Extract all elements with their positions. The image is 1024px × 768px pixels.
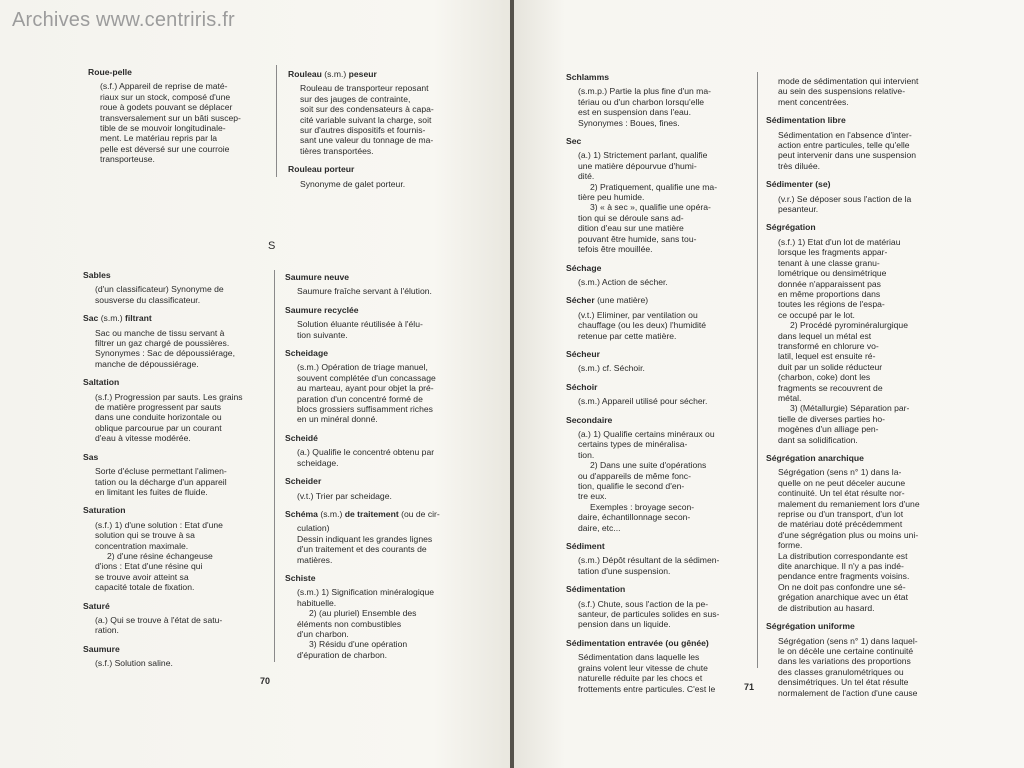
definition-line: tenant à une classe granu-: [778, 257, 880, 268]
definition-line: paration d'un concentré formé de: [297, 393, 423, 404]
definition-line: d'une ségrégation plus ou moins uni-: [778, 529, 919, 540]
definition-line: daire, etc...: [578, 522, 621, 533]
definition-line: en limitant les fuites de fluide.: [95, 486, 208, 497]
term-word: Saturation: [83, 505, 126, 516]
definition-line: reprise ou d'un transport, d'un lot: [778, 509, 904, 520]
term-word: Sédimentation libre: [766, 115, 846, 126]
definition-line: ration.: [95, 625, 119, 636]
definition-line: transformé en chlorure vo-: [778, 340, 879, 351]
entry-term: [566, 382, 746, 392]
glossary-entry: [285, 272, 461, 297]
definition-line: dans lequel un métal est: [778, 330, 872, 341]
definition-line: au marteau, ayant pour objet la pré-: [297, 383, 434, 394]
definition-line: concentration maximale.: [95, 540, 189, 551]
definition-line: tefois être mouillée.: [578, 244, 653, 255]
definition-line: sur d'autres dispositifs et fournis-: [300, 125, 426, 136]
glossary-entry: [83, 644, 259, 669]
entry-term: [285, 476, 461, 486]
definition-line: tière peu humide.: [578, 192, 645, 203]
definition-line: oblique parcourue par un courant: [95, 422, 222, 433]
definition-line: action entre particules, telle qu'elle: [778, 140, 910, 151]
definition-line: certains types de minéralisa-: [578, 439, 688, 450]
entry-term: [766, 621, 946, 631]
section-letter: S: [268, 240, 276, 252]
definition-line: tation d'une suspension.: [578, 565, 671, 576]
left-bottom-left-column: [83, 270, 259, 677]
definition-line: donnée n'apparaissent pas: [778, 278, 881, 289]
term-word: Sas: [83, 451, 99, 462]
definition-line: chauffage (ou les deux) l'humidité: [578, 320, 707, 331]
term-word: Ségrégation: [766, 222, 816, 233]
term-word: Ségrégation uniforme: [766, 621, 855, 632]
definition-line: est en suspension dans l'eau.: [578, 107, 691, 118]
definition-line: (a.) Qui se trouve à l'état de satu-: [95, 614, 223, 625]
term-word: Schlamms: [566, 72, 609, 82]
definition-line: (s.f.) Appareil de reprise de maté-: [100, 81, 228, 92]
definition-line: dité.: [578, 171, 595, 182]
definition-line: tation ou la décharge d'un appareil: [95, 476, 227, 487]
glossary-entry: [83, 452, 259, 498]
definition-line: soit sur des condensateurs à capa-: [300, 104, 434, 115]
definition-line: daire, échantillonnage secon-: [578, 512, 691, 523]
watermark: Archives www.centriris.fr: [12, 9, 235, 31]
term-tag: (s.m.): [100, 313, 123, 324]
definition-line: cité variable suivant la charge, soit: [300, 114, 432, 125]
definition-line: fragments se recouvrent de: [778, 382, 883, 393]
definition-line: tielle de diverses parties ho-: [778, 413, 885, 424]
term-word: Saturé: [83, 600, 110, 611]
definition-line: 2) d'une résine échangeuse: [107, 550, 213, 561]
definition-line: métal.: [778, 392, 802, 403]
definition-line: dition d'eau sur une matière: [578, 223, 684, 234]
definition-line: ment concentrées.: [778, 96, 849, 107]
definition-line: de matériau doté précédemment: [778, 519, 903, 530]
term-word: Séchage: [566, 262, 602, 273]
definition-line: (a.) 1) Qualifie certains minéraux ou: [578, 428, 715, 439]
definition-line: une matière dépourvue d'humi-: [578, 160, 697, 171]
definition-line: en même proportions dans: [778, 288, 881, 299]
definition-line: naturelle réduite par les chocs et: [578, 673, 703, 684]
definition-line: (s.m.) 1) Signification minéralogique: [297, 587, 435, 598]
entry-term: [83, 377, 259, 387]
term-word: Sédimenter (se): [766, 179, 831, 190]
column-divider: [274, 270, 275, 662]
definition-line: toutes les régions de l'espa-: [778, 299, 885, 310]
entry-term: [285, 573, 461, 583]
glossary-entry: [566, 136, 746, 254]
definition-line: 2) (au pluriel) Ensemble des: [309, 608, 417, 619]
definition-line: pendance entre fragments voisins.: [778, 571, 910, 582]
term-word: Saumure: [83, 643, 120, 654]
term-tag: (s.m.): [320, 508, 343, 519]
definition-line: sousverse du classificateur.: [95, 294, 201, 305]
definition-line: tion, qualifie le second d'en-: [578, 481, 685, 491]
entry-term: [566, 295, 746, 305]
glossary-entry: [285, 348, 461, 425]
definition-line: Ségrégation (sens n° 1) dans laquel-: [778, 635, 918, 646]
definition-line: (charbon, coke) dont les: [778, 372, 871, 383]
definition-line: éléments non combustibles: [297, 618, 402, 629]
term-word: Sédimentation: [566, 584, 626, 595]
entry-term: [566, 638, 746, 648]
definition-line: sant une valeur du tonnage de ma-: [300, 135, 434, 146]
definition-line: tion.: [578, 449, 595, 460]
definition-line: dant sa solidification.: [778, 434, 858, 445]
term-word: filtrant: [125, 313, 152, 324]
entry-term: [766, 179, 946, 189]
definition-line: (s.m.) cf. Séchoir.: [578, 363, 645, 374]
left-page: [0, 0, 510, 768]
definition-line: (s.f.) Chute, sous l'action de la pe-: [578, 598, 709, 609]
entry-term: [566, 541, 746, 551]
definition-line: solution qui se trouve à sa: [95, 530, 195, 541]
glossary-entry: [766, 453, 946, 613]
definition-line: culation): [297, 523, 330, 534]
definition-line: scheidage.: [297, 457, 339, 468]
entry-term: [566, 584, 746, 594]
definition-line: pouvant être humide, sans tou-: [578, 233, 697, 244]
definition-line: filtrer un gaz chargé de poussières.: [95, 338, 230, 349]
definition-line: normalement de l'action d'une cause: [778, 687, 918, 698]
entry-term: [285, 305, 461, 315]
definition-line: le on décèle une certaine continuité: [778, 645, 914, 656]
definition-line: d'ions : Etat d'une résine qui: [95, 561, 203, 572]
definition-line: grains volent leur vitesse de chute: [578, 662, 708, 673]
definition-line: 3) « à sec », qualifie une opéra-: [590, 202, 711, 213]
glossary-entry: [766, 222, 946, 445]
definition-line: peut intervenir dans une suspension: [778, 150, 917, 161]
entry-term: [766, 115, 946, 125]
entry-term: [566, 349, 746, 359]
definition-line: pension dans un liquide.: [578, 619, 671, 630]
definition-line: duit par un solide réducteur: [778, 361, 883, 372]
definition-line: Synonymes : Boues, fines.: [578, 117, 680, 128]
glossary-entry: [766, 115, 946, 171]
glossary-entry: [566, 349, 746, 374]
left-bottom-right-column: [285, 272, 461, 668]
term-word: Sec: [566, 136, 582, 147]
definition-line: Ségrégation (sens n° 1) dans la-: [778, 467, 902, 478]
glossary-entry: [83, 377, 259, 443]
definition-line: Sédimentation en l'absence d'inter-: [778, 129, 912, 140]
definition-line: blocs grossiers suffisamment riches: [297, 404, 433, 415]
definition-line: roue à godets pouvant se déplacer: [100, 102, 233, 113]
entry-term: [285, 509, 461, 519]
entry-term: [766, 453, 946, 463]
definition-line: tible de se mouvoir longitudinale-: [100, 123, 226, 134]
definition-line: très diluée.: [778, 160, 821, 171]
definition-line: forme.: [778, 540, 803, 551]
definition-line: sur des jauges de contrainte,: [300, 93, 411, 104]
glossary-entry: [766, 179, 946, 214]
definition-line: se trouve avoir atteint sa: [95, 571, 189, 582]
definition-line: 2) Pratiquement, qualifie une ma-: [590, 181, 718, 192]
definition-line: (s.m.) Dépôt résultant de la sédimen-: [578, 555, 720, 566]
term-word: Rouleau porteur: [288, 164, 355, 175]
definition-line: de distribution au hasard.: [778, 602, 875, 613]
right-left-column: [566, 72, 746, 702]
definition-line: santeur, de particules solides en sus-: [578, 609, 720, 620]
entry-term: [566, 72, 746, 82]
term-tail: (ou de cir-: [401, 508, 440, 519]
definition-line: Saumure fraîche servant à l'élution.: [297, 286, 432, 297]
definition-line: (v.t.) Trier par scheidage.: [297, 490, 392, 501]
definition-line: (a.) Qualifie le concentré obtenu par: [297, 447, 435, 458]
term-word: Sac: [83, 313, 99, 324]
definition-line: (s.m.) Opération de triage manuel,: [297, 362, 428, 373]
definition-line: 2) Procédé pyrominéralurgique: [790, 320, 908, 331]
term-word: Saumure recyclée: [285, 304, 359, 315]
definition-line: (s.f.) Solution saline.: [95, 658, 173, 669]
entry-term: [285, 348, 461, 358]
definition-line: de matière progressent par sauts: [95, 402, 222, 413]
definition-line: On ne doit pas confondre une sé-: [778, 581, 906, 592]
glossary-entry: [566, 541, 746, 576]
definition-line: transporteuse.: [100, 154, 155, 165]
column-divider: [276, 65, 277, 177]
entry-term: [566, 263, 746, 273]
term-tag: (s.m.): [324, 69, 347, 79]
definition-line: dite anarchique. Il n'y a pas indé-: [778, 561, 904, 572]
term-word: Sécher: [566, 295, 595, 306]
glossary-entry: [285, 476, 461, 501]
definition-line: transversalement sur un bâti suscep-: [100, 112, 241, 123]
entry-term: [766, 222, 946, 232]
glossary-entry: [285, 433, 461, 468]
definition-line: malement du remaniement lors d'une: [778, 498, 920, 509]
term-word: Scheider: [285, 476, 322, 487]
definition-line: (s.f.) 1) d'une solution : Etat d'une: [95, 519, 223, 530]
term-word: Séchoir: [566, 381, 598, 392]
term-word: Sables: [83, 270, 111, 280]
entry-term: [83, 452, 259, 462]
definition-line: en un minéral donné.: [297, 414, 378, 425]
term-word: Sédimentation entravée (ou gênée): [566, 637, 709, 648]
term-word: Roue-pelle: [88, 67, 132, 77]
glossary-entry: [566, 263, 746, 288]
entry-term: [566, 136, 746, 146]
definition-line: 3) Résidu d'une opération: [309, 639, 408, 650]
left-top-left-column: [88, 67, 260, 173]
definition-line: ou d'appareils de même fonc-: [578, 470, 691, 481]
definition-line: grégation anarchique avec un état: [778, 592, 908, 603]
glossary-entry: [285, 305, 461, 340]
glossary-entry: [566, 638, 746, 694]
entry-term: [288, 69, 464, 79]
term-word: Sédiment: [566, 541, 605, 552]
definition-line: d'un traitement et des courants de: [297, 544, 427, 555]
definition-line: (s.f.) Progression par sauts. Les grains: [95, 391, 243, 402]
definition-line: continuité. Un tel état résulte nor-: [778, 488, 905, 499]
definition-line: (s.f.) 1) Etat d'un lot de matériau: [778, 236, 901, 247]
glossary-entry: [285, 573, 461, 660]
definition-line: densimétriques. Un tel état résulte: [778, 677, 909, 688]
entry-term: [83, 313, 259, 323]
definition-line: tion suivante.: [297, 329, 348, 340]
definition-line: 3) (Métallurgie) Séparation par-: [790, 403, 910, 414]
definition-line: Dessin indiquant les grandes lignes: [297, 533, 433, 544]
glossary-entry: [285, 509, 461, 565]
term-word: Saltation: [83, 377, 120, 388]
definition-line: (s.m.) Appareil utilisé pour sécher.: [578, 396, 708, 407]
definition-line: retenue par cette matière.: [578, 330, 677, 341]
definition-line: latil, lequel est ensuite ré-: [778, 351, 876, 362]
definition-line: mode de sédimentation qui intervient: [778, 76, 919, 86]
left-top-right-column: [288, 69, 464, 197]
definition-line: Sac ou manche de tissu servant à: [95, 327, 225, 338]
term-tag: (une matière): [597, 295, 649, 306]
page-number: 71: [744, 682, 755, 692]
entry-term: [566, 415, 746, 425]
definition-line: Sédimentation dans laquelle les: [578, 652, 700, 663]
definition-line: dans les variations des proportions: [778, 656, 911, 667]
glossary-entry: [566, 584, 746, 630]
definition-line: ce occupé par le lot.: [778, 309, 855, 320]
definition-line: (s.m.) Action de sécher.: [578, 276, 668, 287]
definition-line: frottements entre particules. C'est le: [578, 683, 716, 694]
definition-line: pesanteur.: [778, 204, 819, 215]
glossary-entry: [566, 72, 746, 128]
right-page: [514, 0, 1024, 768]
definition-line: quelle on ne peut déceler aucune: [778, 477, 906, 488]
definition-line: Synonymes : Sac de dépoussiérage,: [95, 348, 235, 359]
definition-line: ment. Le matériau repris par la: [100, 133, 218, 144]
glossary-entry: [566, 415, 746, 533]
definition-line: manche de dépoussiérage.: [95, 358, 199, 369]
definition-line: dans une conduite horizontale ou: [95, 412, 222, 423]
definition-line: habituelle.: [297, 597, 337, 608]
glossary-entry: [766, 76, 946, 107]
entry-term: [288, 164, 464, 174]
definition-line: capacité totale de fixation.: [95, 582, 195, 593]
definition-line: Sorte d'écluse permettant l'alimen-: [95, 466, 227, 477]
definition-line: riaux sur un stock, composé d'une: [100, 91, 231, 102]
definition-line: tériau ou d'un charbon lorsqu'elle: [578, 96, 705, 107]
glossary-entry: [288, 164, 464, 189]
entry-term: [88, 67, 260, 77]
entry-term: [83, 601, 259, 611]
definition-line: Rouleau de transporteur reposant: [300, 83, 429, 94]
glossary-entry: [83, 601, 259, 636]
term-word: de traitement: [344, 508, 399, 519]
glossary-entry: [288, 69, 464, 156]
term-word: Schéma: [285, 508, 318, 519]
page-number: 70: [260, 676, 271, 686]
definition-line: d'épuration de charbon.: [297, 649, 388, 660]
entry-term: [285, 272, 461, 282]
term-word: Sécheur: [566, 348, 600, 359]
term-word: Ségrégation anarchique: [766, 453, 864, 463]
definition-line: souvent complétée d'un concassage: [297, 372, 436, 383]
definition-line: La distribution correspondante est: [778, 550, 908, 561]
definition-line: (v.t.) Eliminer, par ventilation ou: [578, 309, 698, 320]
definition-line: (v.r.) Se déposer sous l'action de la: [778, 193, 912, 204]
definition-line: Synonyme de galet porteur.: [300, 178, 406, 189]
term-word: Secondaire: [566, 414, 613, 425]
definition-line: Exemples : broyage secon-: [590, 501, 695, 512]
definition-line: (d'un classificateur) Synonyme de: [95, 284, 224, 295]
term-word: Schiste: [285, 572, 316, 583]
definition-line: (a.) 1) Strictement parlant, qualifie: [578, 150, 708, 161]
definition-line: 2) Dans une suite d'opérations: [590, 460, 707, 471]
glossary-entry: [83, 270, 259, 305]
definition-line: pelle est déversé sur une courroie: [100, 143, 230, 154]
definition-line: d'un charbon.: [297, 628, 349, 639]
definition-line: matières.: [297, 554, 333, 565]
definition-line: tières transportées.: [300, 145, 374, 156]
column-divider: [757, 72, 758, 668]
term-word: Scheidé: [285, 432, 318, 443]
definition-line: tre eux.: [578, 491, 607, 502]
definition-line: lométrique ou densimétrique: [778, 268, 887, 279]
term-word: Saumure neuve: [285, 272, 349, 282]
definition-line: mogènes d'un alliage pen-: [778, 424, 879, 435]
definition-line: des classes granulométriques ou: [778, 666, 904, 677]
term-word: Scheidage: [285, 348, 328, 359]
glossary-entry: [88, 67, 260, 165]
definition-line: tion qui se déroule sans ad-: [578, 212, 684, 223]
entry-term: [83, 644, 259, 654]
glossary-entry: [766, 621, 946, 698]
glossary-entry: [83, 505, 259, 592]
entry-term: [83, 270, 259, 280]
glossary-entry: [566, 382, 746, 407]
glossary-entry: [83, 313, 259, 369]
entry-term: [83, 505, 259, 515]
glossary-entry: [566, 295, 746, 341]
term-word: Rouleau: [288, 69, 322, 79]
definition-line: lorsque les fragments appar-: [778, 247, 888, 258]
term-word: peseur: [348, 69, 377, 79]
right-right-column: [766, 76, 946, 706]
definition-line: (s.m.p.) Partie la plus fine d'un ma-: [578, 86, 711, 97]
definition-line: Solution éluante réutilisée à l'élu-: [297, 319, 423, 330]
definition-line: d'eau à vitesse modérée.: [95, 433, 191, 444]
entry-term: [285, 433, 461, 443]
definition-line: au sein des suspensions relative-: [778, 86, 906, 97]
